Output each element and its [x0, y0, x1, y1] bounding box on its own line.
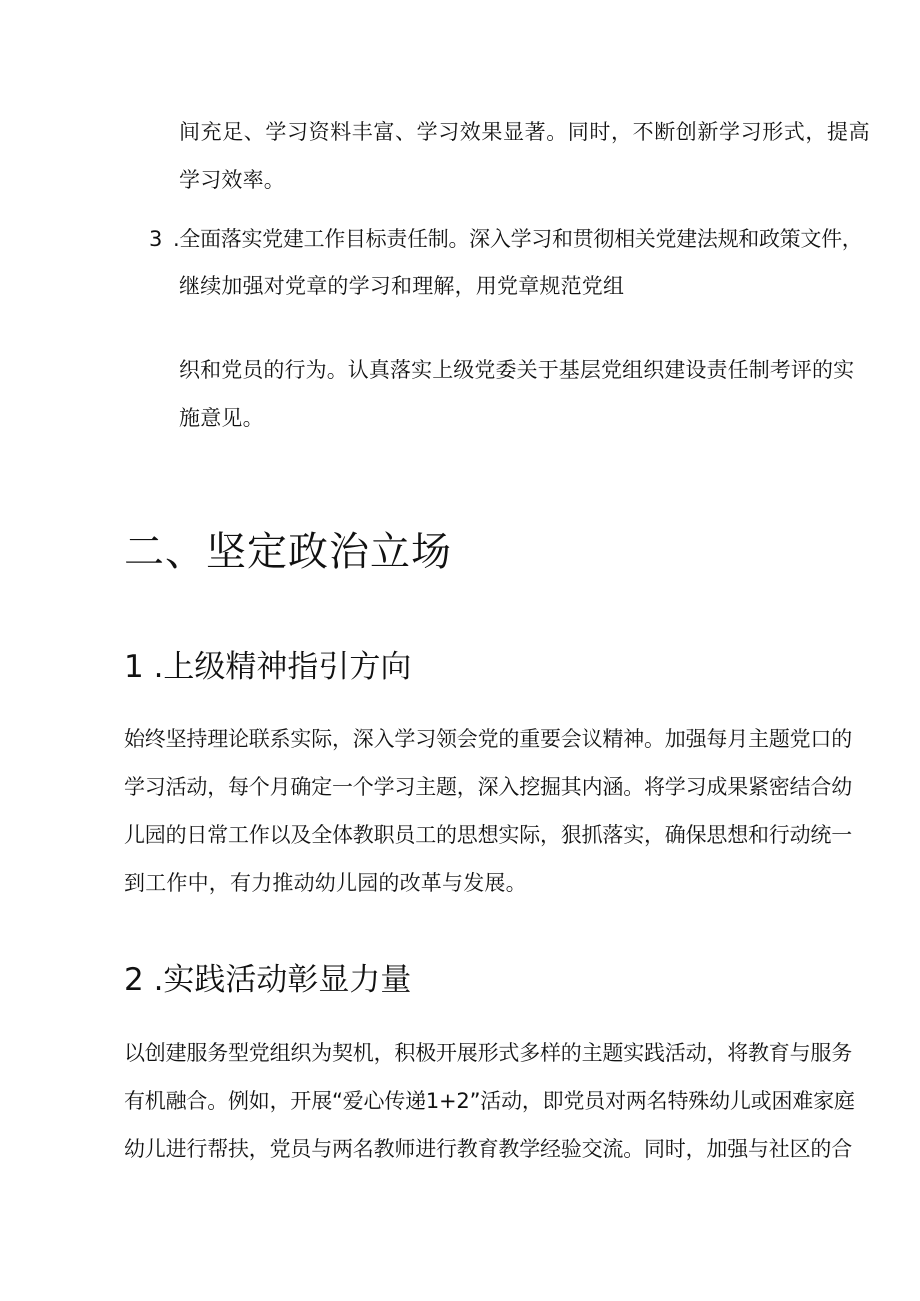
- paragraph-line: 以创建服务型党组织为契机，积极开展形式多样的主题实践活动，将教育与服务: [124, 1041, 852, 1065]
- paragraph-line: 间充足、学习资料丰富、学习效果显著。同时，不断创新学习形式，提高: [179, 120, 871, 144]
- paragraph-line: 到工作中，有力推动幼儿园的改革与发展。: [124, 871, 527, 895]
- list-item-line: 继续加强对党章的学习和理解，用党章规范党组: [179, 274, 625, 298]
- paragraph-line: 儿园的日常工作以及全体教职员工的思想实际，狠抓落实，确保思想和行动统一: [124, 823, 852, 847]
- list-item-line: 织和党员的行为。认真落实上级党委关于基层党组织建设责任制考评的实: [179, 358, 855, 382]
- paragraph-line: 有机融合。例如，开展“爱心传递1+2”活动，即党员对两名特殊幼儿或困难家庭: [124, 1089, 855, 1113]
- subsection-heading: 2 .实践活动彰显力量: [124, 962, 412, 998]
- subsection-heading: 1 .上级精神指引方向: [124, 649, 412, 685]
- paragraph-line: 始终坚持理论联系实际，深入学习领会党的重要会议精神。加强每月主题党口的: [124, 727, 852, 751]
- list-item-line: .全面落实党建工作目标责任制。深入学习和贯彻相关党建法规和政策文件，: [173, 227, 863, 251]
- paragraph-line: 幼儿进行帮扶，党员与两名教师进行教育教学经验交流。同时，加强与社区的合: [124, 1137, 852, 1161]
- list-item-line: 施意见。: [179, 406, 264, 430]
- paragraph-line: 学习效率。: [179, 168, 285, 192]
- section-heading: 二、坚定政治立场: [124, 529, 452, 575]
- list-item-number: 3: [149, 227, 163, 251]
- paragraph-line: 学习活动，每个月确定一个学习主题，深入挖掘其内涵。将学习成果紧密结合幼: [124, 775, 852, 799]
